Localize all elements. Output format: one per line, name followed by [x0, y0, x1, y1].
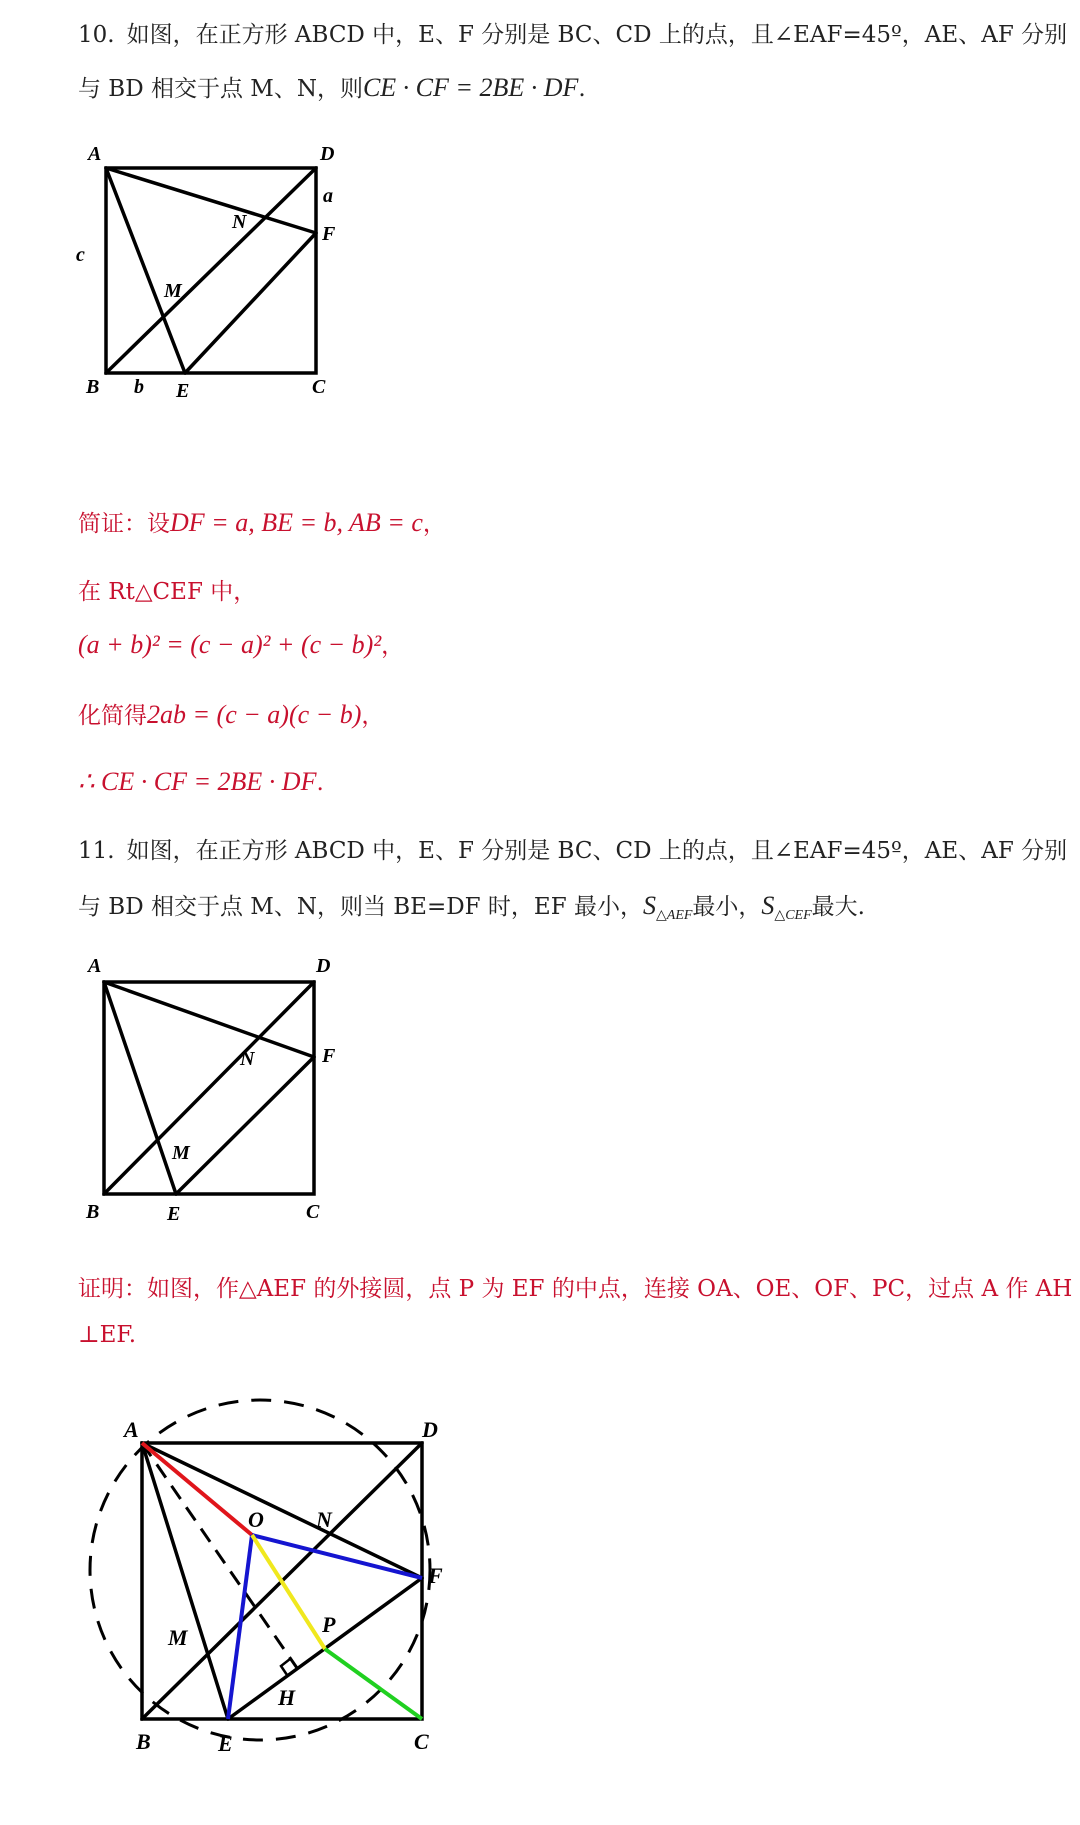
problem-11-line-1 — [78, 832, 1067, 865]
fig1-label-e: E — [176, 380, 190, 402]
problem-10-text-2: 与 BD 相交于点 M、N，则 — [78, 76, 363, 102]
fig1-label-a-side: a — [323, 185, 333, 207]
fig2-segment-ae — [104, 982, 176, 1194]
fig2-label-d: D — [316, 955, 331, 977]
fig3-label-c: C — [414, 1729, 429, 1754]
proof-10-line-5 — [78, 767, 324, 797]
fig1-label-m: M — [164, 280, 182, 302]
fig3-label-o: O — [248, 1507, 264, 1532]
fig2-segment-af — [104, 982, 314, 1057]
proof-10-prefix: 简证：设 — [78, 511, 170, 537]
proof-10-line-4 — [78, 697, 384, 730]
fig1-label-a-vertex: A — [88, 143, 102, 165]
problem-10-text-1: 如图，在正方形 ABCD 中，E、F 分别是 BC、CD 上的点，且∠EAF=45º，AE、AF 分别 — [126, 22, 1068, 48]
fig2-label-b: B — [86, 1201, 100, 1223]
fig2-label-c: C — [306, 1201, 320, 1223]
problem-11-line-2 — [78, 888, 865, 924]
area-aef: $S_{\triangle AEF}$ — [643, 891, 693, 923]
proof-10-conclusion: ∴ CE · CF = 2BE · DF — [78, 767, 317, 796]
proof-11-line-2: ⊥EF. — [78, 1322, 137, 1348]
fig3-label-n: N — [316, 1507, 332, 1532]
fig1-label-b-vertex: B — [86, 376, 100, 398]
fig3-label-f: F — [428, 1563, 443, 1588]
fig3-segment-af — [142, 1443, 422, 1578]
problem-11-text-3: 最小， — [692, 894, 762, 920]
fig2-label-m: M — [172, 1142, 190, 1164]
fig3-segment-ah-dashed — [142, 1443, 297, 1668]
fig1-label-c-vertex: C — [312, 376, 326, 398]
fig1-label-f: F — [322, 223, 336, 245]
problem-10-period: . — [578, 76, 586, 102]
proof-10-comma-3: ， — [361, 703, 385, 729]
proof-10-period: . — [316, 770, 324, 796]
fig3-label-h: H — [278, 1685, 296, 1710]
figure-2 — [70, 950, 370, 1250]
proof-10-line-1 — [78, 505, 446, 538]
problem-11-number: 11. — [78, 838, 115, 864]
proof-10-comma-2: ， — [381, 633, 405, 659]
fig3-label-d: D — [422, 1417, 438, 1442]
fig2-label-f: F — [322, 1045, 336, 1067]
fig1-label-c-side: c — [76, 244, 85, 266]
figure-1 — [70, 135, 370, 415]
fig3-label-p: P — [322, 1612, 336, 1637]
fig3-label-e: E — [218, 1731, 233, 1756]
fig2-segment-ef — [176, 1057, 314, 1194]
fig3-segment-oe — [228, 1535, 252, 1719]
proof-10-setup: DF = a, BE = b, AB = c — [170, 508, 423, 537]
fig3-right-angle-mark — [281, 1659, 290, 1675]
fig2-label-n: N — [240, 1048, 255, 1070]
fig3-label-m: M — [168, 1625, 188, 1650]
problem-10-formula: CE · CF = 2BE · DF — [362, 73, 579, 102]
proof-10-pythagoras: (a + b)² = (c − a)² + (c − b)² — [78, 630, 382, 659]
fig1-segment-ef — [185, 233, 316, 373]
fig1-label-n: N — [232, 211, 247, 233]
proof-10-simplify: 化简得 — [78, 703, 147, 729]
fig3-label-b: B — [136, 1729, 151, 1754]
area-cef: $S_{\triangle CEF}$ — [761, 891, 812, 923]
proof-10-line-2: 在 Rt△CEF 中， — [78, 579, 257, 605]
proof-10-simplified: 2ab = (c − a)(c − b) — [147, 700, 362, 729]
problem-11-text-2: 与 BD 相交于点 M、N，则当 BE=DF 时，EF 最小， — [78, 894, 643, 920]
fig2-label-a: A — [88, 955, 102, 977]
fig1-label-d: D — [320, 143, 335, 165]
problem-10-line-1 — [78, 16, 1067, 49]
problem-10-number: 10. — [78, 22, 115, 48]
proof-10-comma-1: ， — [422, 511, 446, 537]
problem-11-text-4: 最大. — [811, 894, 865, 920]
fig2-label-e: E — [167, 1203, 181, 1225]
problem-10-line-2 — [78, 70, 586, 103]
figure-3 — [78, 1395, 478, 1775]
fig1-label-b-side: b — [134, 376, 144, 398]
problem-11-text-1: 如图，在正方形 ABCD 中，E、F 分别是 BC、CD 上的点，且∠EAF=45º，AE、AF 分别 — [126, 838, 1068, 864]
fig3-label-a: A — [124, 1417, 139, 1442]
proof-10-line-3 — [78, 627, 404, 660]
proof-11-line-1: 证明：如图，作△AEF 的外接圆，点 P 为 EF 的中点，连接 OA、OE、OF、PC，过点 A 作 AH — [78, 1276, 1073, 1302]
fig3-segment-pc — [325, 1649, 422, 1719]
fig1-segment-ae — [106, 168, 185, 373]
